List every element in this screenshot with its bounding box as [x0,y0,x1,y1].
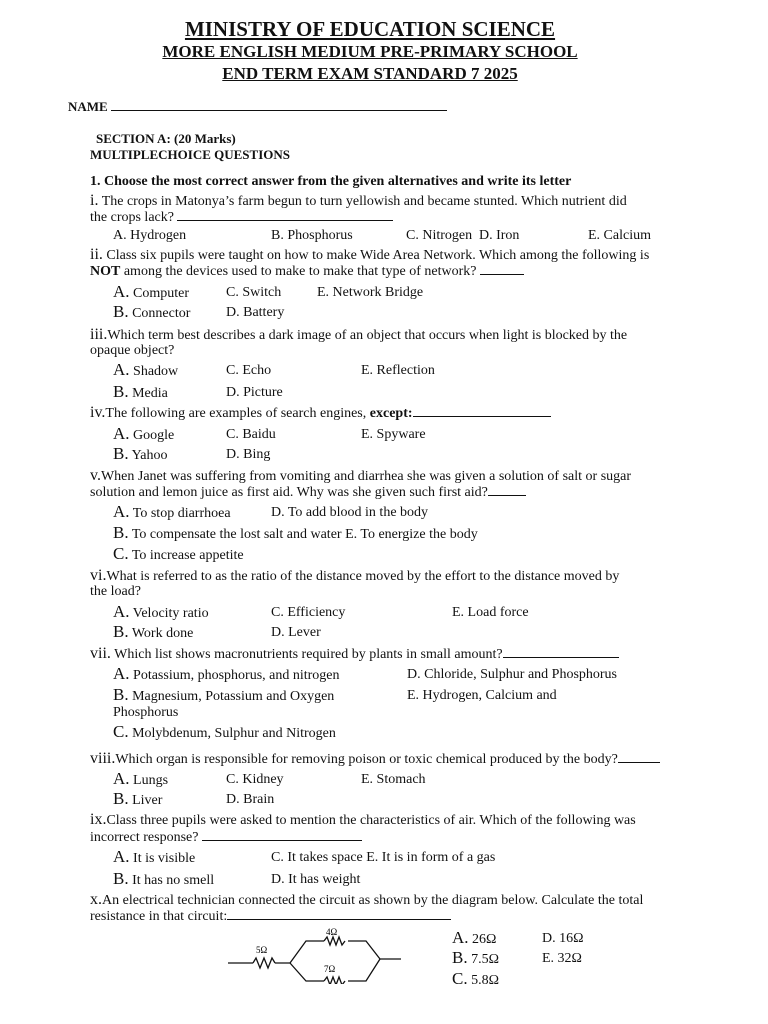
resistor-4-ohm [324,937,345,945]
question-number: iv. [90,404,106,421]
option-c: C. Efficiency [271,605,346,620]
question-3-line1 [90,326,627,344]
question-text: resistance in that circuit: [90,909,228,924]
resistor-label-4: 4Ω [326,927,338,937]
option-d: D. Lever [271,625,321,640]
section-title: SECTION A: (20 Marks) [96,131,236,146]
option-c: C. Echo [226,363,272,378]
option-a: A. It is visible [113,847,196,866]
question-text: Which list shows macronutrients required by plants in small amount? [110,647,503,662]
option-b: B. 7.5Ω [452,948,499,967]
option-e: E. Network Bridge [317,285,424,300]
option-c: C. To increase appetite [113,544,244,563]
option-b: B. To compensate the lost salt and water E. To energize the body [113,523,478,542]
option-c-e: C. It takes space E. It is in form of a gas [271,850,496,865]
school-title: MORE ENGLISH MEDIUM PRE-PRIMARY SCHOOL [162,42,578,61]
name-blank[interactable] [111,109,447,111]
question-4-line1 [90,404,551,422]
question-number: iii. [90,326,108,343]
question-5-line2 [90,485,526,501]
name-label: NAME [68,99,108,114]
question-text: Class three pupils were asked to mention the characteristics of air. Which of the following was [106,813,636,828]
question-8-line1 [90,750,660,768]
question-text: Class six pupils were taught on how to make Wide Area Network. Which among the following is [102,248,650,263]
option-a: A. Lungs [113,769,169,788]
question-6-line1 [90,567,619,585]
exam-title: END TERM EXAM STANDARD 7 2025 [222,64,518,83]
question-5-line1 [90,467,631,485]
circuit-wire [348,941,401,959]
option-a: A. Velocity ratio [113,602,209,621]
question-text: The following are examples of search engines, [105,406,370,421]
ministry-title: MINISTRY OF EDUCATION SCIENCE [184,17,556,41]
name-field[interactable] [68,99,447,115]
option-d: D. It has weight [271,872,361,887]
question-number: vi. [90,567,107,584]
question-text: among the devices used to make to make that type of network? [120,264,477,279]
question-10-line2 [90,909,451,925]
option-c: C. Nitrogen [406,228,473,243]
option-c: C. 5.8Ω [452,969,499,988]
question-text: the crops lack? [90,210,174,225]
resistor-7-ohm [324,977,345,984]
answer-blank[interactable] [480,273,524,275]
answer-blank[interactable] [488,494,526,496]
option-b-continued: Phosphorus [113,705,179,720]
answer-blank[interactable] [618,761,660,763]
option-d: D. Picture [226,385,283,400]
option-a: A. Potassium, phosphorus, and nitrogen [113,664,340,683]
question-text: incorrect response? [90,830,199,845]
option-b: B. Liver [113,789,163,808]
option-d: D. To add blood in the body [271,505,429,520]
option-b: B. Phosphorus [271,228,353,243]
question-7-line1 [90,645,619,663]
circuit-wire [275,941,324,963]
circuit-wire [348,959,380,981]
option-e: E. Spyware [361,427,426,442]
option-e: E. Load force [452,605,529,620]
option-a: A. Google [113,424,175,443]
option-e: E. 32Ω [542,951,582,966]
option-c: C. Molybdenum, Sulphur and Nitrogen [113,722,336,741]
option-d: D. Battery [226,305,285,320]
question-text: The crops in Matonya’s farm begun to turn yellowish and became stunted. Which nutrient did [98,194,627,209]
answer-blank[interactable] [503,656,619,658]
option-d: D. Iron [479,228,520,243]
question-text: What is referred to as the ratio of the distance moved by the effort to the distance moved by [106,569,620,584]
answer-blank[interactable] [227,918,451,920]
question-text: Which organ is responsible for removing poison or toxic chemical produced by the body? [115,752,618,767]
option-b: B. Magnesium, Potassium and Oxygen [113,685,335,704]
option-b: B. Yahoo [113,444,168,463]
option-b: B. Connector [113,302,191,321]
question-6-line2: the load? [90,584,141,599]
option-a: A. Hydrogen [113,228,187,243]
emphasis-not: NOT [90,264,121,279]
question-text: When Janet was suffering from vomiting and diarrhea she was given a solution of salt or sugar [100,469,632,484]
option-b: B. It has no smell [113,869,215,888]
resistor-5-ohm [253,958,275,968]
option-d: D. Chloride, Sulphur and Phosphorus [407,667,617,682]
option-b: B. Work done [113,622,194,641]
question-9-line1 [90,811,636,829]
option-a: A. Computer [113,282,190,301]
question-10-line1 [90,891,643,909]
resistor-label-5: 5Ω [256,945,268,955]
question-number: ix. [90,811,107,828]
question-text: An electrical technician connected the circuit as shown by the diagram below. Calculate the total [102,893,644,908]
answer-blank[interactable] [177,219,393,221]
option-d: D. Brain [226,792,275,807]
circuit-wire [290,963,324,981]
question-number: ii. [90,246,103,263]
question-text: solution and lemon juice as first aid. Why was she given such first aid? [90,485,488,500]
circuit-diagram [226,924,406,984]
instruction: 1. Choose the most correct answer from the given alternatives and write its letter [90,174,572,189]
question-2-line1 [90,246,649,264]
option-c: C. Kidney [226,772,284,787]
section-subtitle: MULTIPLECHOICE QUESTIONS [90,147,290,162]
question-number: viii. [90,750,116,767]
answer-blank[interactable] [202,839,362,841]
option-a: A. 26Ω [452,928,497,947]
option-c: C. Baidu [226,427,276,442]
option-d: D. Bing [226,447,271,462]
resistor-label-7: 7Ω [324,964,336,974]
answer-blank[interactable] [413,415,551,417]
option-b: B. Media [113,382,168,401]
question-3-line2: opaque object? [90,343,175,358]
option-c: C. Switch [226,285,282,300]
question-9-line2 [90,830,362,846]
question-number: vii. [90,645,111,662]
question-number: v. [90,467,101,484]
option-a: A. Shadow [113,360,179,379]
option-e: E. Hydrogen, Calcium and [407,688,557,703]
option-e: E. Reflection [361,363,435,378]
option-a: A. To stop diarrhoea [113,502,231,521]
question-number: i. [90,192,99,209]
option-e: E. Calcium [588,228,651,243]
emphasis-except: except: [369,406,413,421]
question-text: Which term best describes a dark image of an object that occurs when light is blocked by the [107,328,628,343]
option-e: E. Stomach [361,772,426,787]
question-1-line1 [90,192,627,210]
question-2-line2 [90,264,524,280]
question-number: x. [90,891,102,908]
question-1-line2 [90,210,393,226]
option-d: D. 16Ω [542,931,584,946]
